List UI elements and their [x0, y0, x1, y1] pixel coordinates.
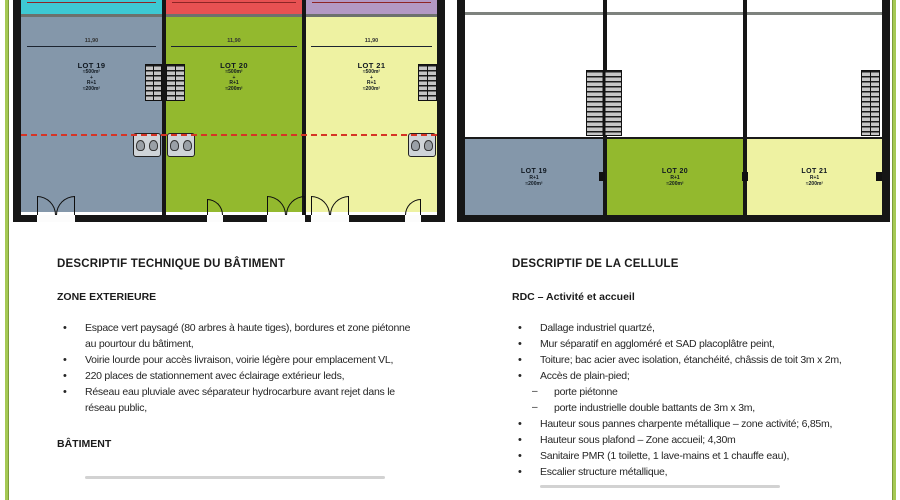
facade-band [21, 0, 162, 17]
building-description-column [57, 258, 415, 479]
cell-description-column [512, 258, 900, 488]
dimension-line [171, 46, 296, 47]
list-item: • Hauteur sous plafond – Zone accueil; 4,30m [512, 432, 900, 448]
roof-line [465, 12, 882, 15]
room-lot20 [166, 17, 302, 212]
lot-label: LOT 19 ≈500m² + R+1 ≈200m² [77, 61, 106, 92]
sanitary-fixture-icon [408, 133, 436, 157]
list-item: • Escalier structure métallique, [512, 464, 900, 480]
list-item: • 220 places de stationnement avec éclairage extérieur leds, [57, 368, 415, 384]
list-item: • Mur séparatif en aggloméré et SAD placoplâtre peint, [512, 336, 900, 352]
door-frame-mark [876, 172, 882, 181]
floor-plan-rdc [13, 0, 445, 222]
lot-label: LOT 20 ≈500m² + R+1 ≈200m² [220, 61, 248, 92]
list-item: • Voirie lourde pour accès livraison, voirie légère pour emplacement VL, [57, 352, 415, 368]
lot-label: LOT 21 ≈500m² + R+1 ≈200m² [357, 61, 386, 92]
room-lot20-r1: LOT 20 R+1 ≈200m² [607, 139, 743, 215]
dimension-line [311, 46, 432, 47]
cut-off-text-line [540, 485, 780, 488]
facade-band [306, 0, 437, 17]
dimension-label: 11,90 [227, 38, 241, 44]
room-lot19-r1: LOT 19 R+1 ≈200m² [465, 139, 603, 215]
room-lot21-r1: LOT 21 R+1 ≈200m² [747, 139, 882, 215]
list-item: • Réseau eau pluviale avec séparateur hydrocarbure avant rejet dans le réseau public, [57, 384, 415, 416]
room-lot19 [21, 17, 162, 212]
door-opening [311, 215, 349, 222]
page-border-left [5, 0, 9, 500]
subsection-heading: ZONE EXTERIEURE [57, 291, 157, 303]
door-frame-mark [599, 172, 605, 181]
plan-cell-lot21 [306, 0, 437, 215]
stairs-icon [166, 64, 185, 101]
cut-off-text-line [85, 476, 385, 479]
stairs-icon [861, 70, 880, 136]
stairs-icon [586, 70, 622, 136]
sanitary-fixture-icon [133, 133, 161, 157]
door-opening [405, 215, 421, 222]
door-opening [207, 215, 223, 222]
dimension-line [27, 46, 157, 47]
dimension-label: 11,90 [364, 38, 379, 44]
door-opening [37, 215, 75, 222]
door-opening [267, 215, 305, 222]
list-item: • Dallage industriel quartzé, [512, 320, 900, 336]
section-title: DESCRIPTIF DE LA CELLULE [512, 258, 679, 270]
stairs-icon [145, 64, 162, 101]
list-item: • Toiture; bac acier avec isolation, étanchéité, châssis de toit 3m x 2m, [512, 352, 900, 368]
mezzanine-dashed-line [21, 134, 437, 136]
bullet-list [512, 320, 900, 480]
bullet-list [57, 320, 415, 416]
dimension-label: 11,90 [84, 38, 99, 44]
list-subitem: – porte piétonne [512, 384, 900, 400]
facade-band [166, 0, 302, 17]
stairs-icon [418, 64, 437, 101]
subsection-heading: RDC – Activité et accueil [512, 291, 635, 303]
sanitary-fixture-icon [167, 133, 195, 157]
subsection-heading: BÂTIMENT [57, 438, 112, 450]
list-item: • Accès de plain-pied; [512, 368, 900, 384]
r1-rooms-strip [465, 137, 882, 215]
list-item: • Hauteur sous pannes charpente métallique – zone activité; 6,85m, [512, 416, 900, 432]
section-title: DESCRIPTIF TECHNIQUE DU BÂTIMENT [57, 258, 286, 270]
room-lot21 [306, 17, 437, 212]
door-frame-mark [742, 172, 748, 181]
list-item: • Sanitaire PMR (1 toilette, 1 lave-mains et 1 chauffe eau), [512, 448, 900, 464]
list-subitem: – porte industrielle double battants de 3m x 3m, [512, 400, 900, 416]
plan-cell-lot20 [166, 0, 306, 215]
floor-plan-r1 [457, 0, 890, 222]
list-item: • Espace vert paysagé (80 arbres à haute tiges), bordures et zone piétonne au pourtour du bâtiment, [57, 320, 415, 352]
plan-cell-lot19 [21, 0, 166, 215]
